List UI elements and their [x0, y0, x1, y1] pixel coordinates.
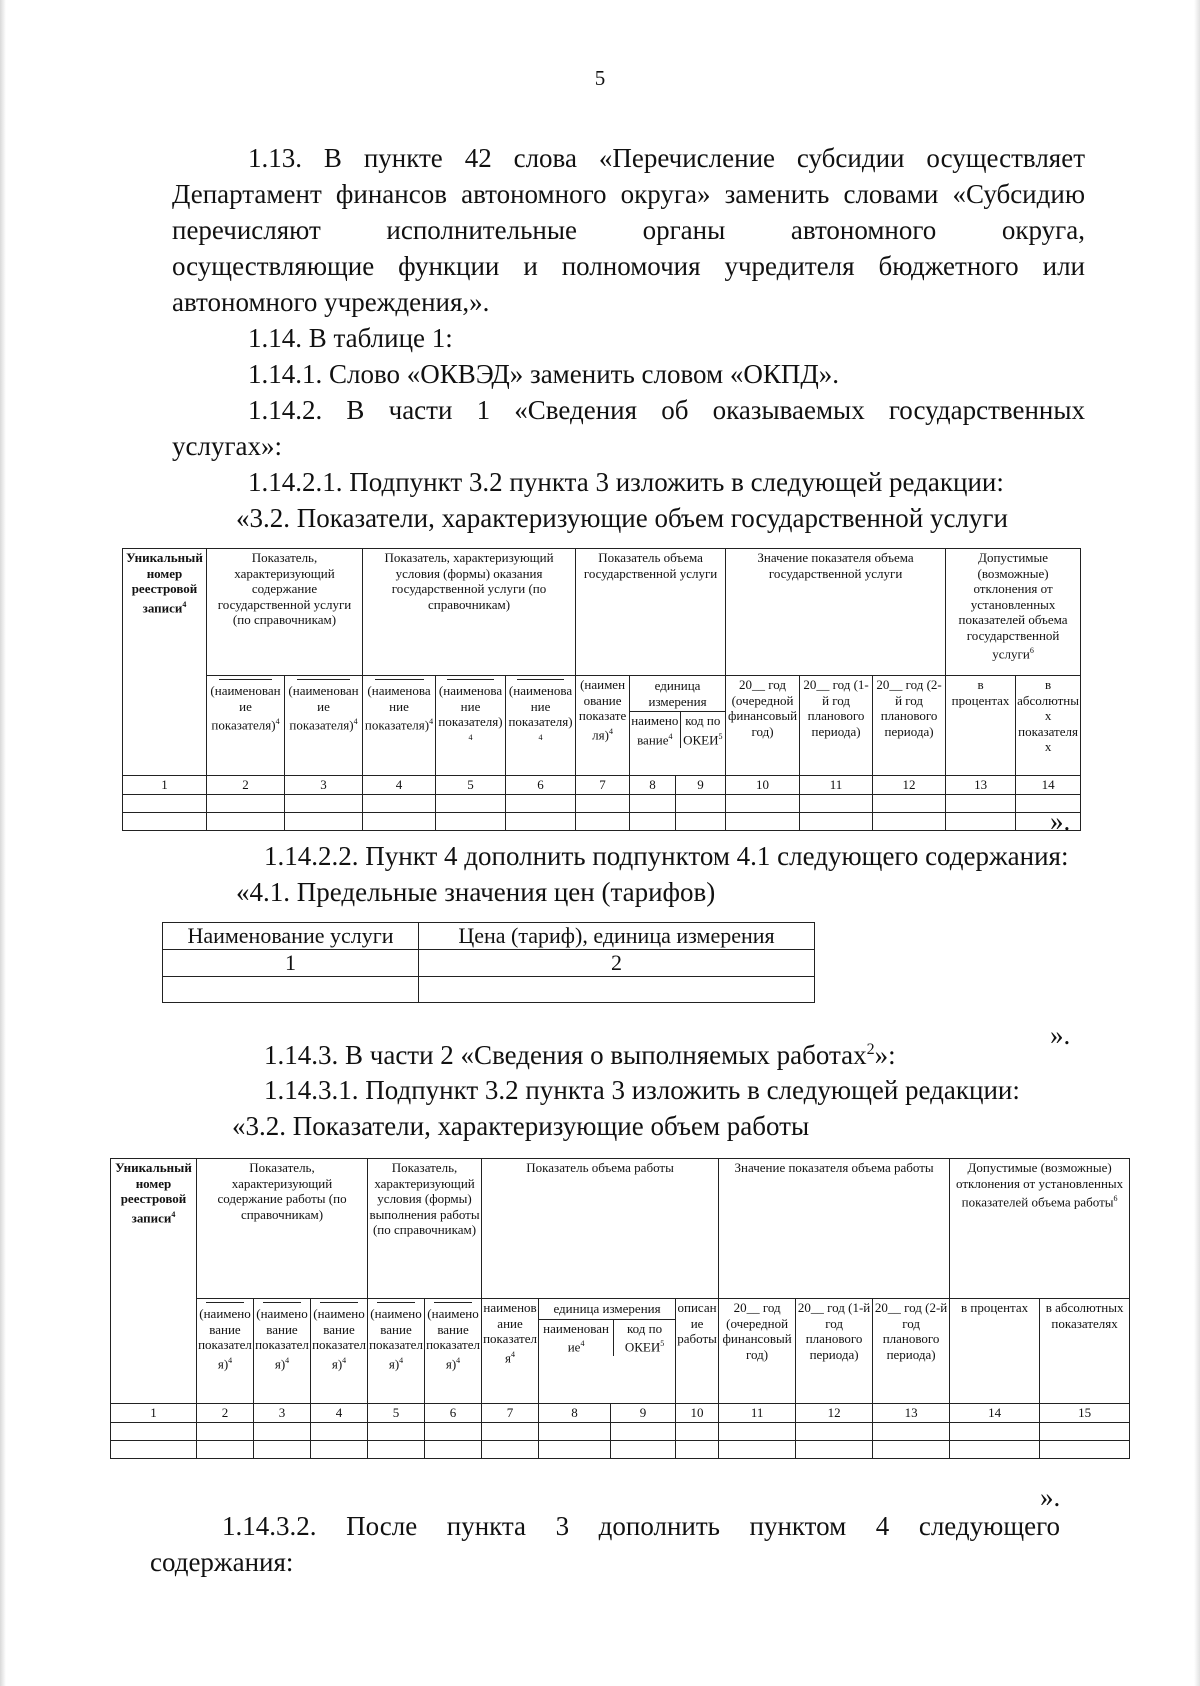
t3-sub-name-1: (наименование показателя)$^4$	[197, 1299, 254, 1404]
t3-col-num: 7	[482, 1404, 539, 1423]
t1-col-num: 7	[576, 776, 630, 795]
para-1-14-2-1: 1.14.2.1. Подпункт 3.2 пункта 3 изложить в следующей редакции:	[248, 467, 1004, 497]
para-3-2-work-title: «3.2. Показатели, характеризующие объем работы	[232, 1111, 810, 1141]
scan-edge-left	[0, 0, 6, 1686]
t1-sub-year-2: 20__ год (2-й год планового периода)	[873, 676, 946, 776]
t3-col-num: 8	[539, 1404, 611, 1423]
t1-header-value: Значение показателя объема государственной услуги	[726, 549, 946, 676]
para-1-13-line3: перечисляют исполнительные органы автономного округа,	[172, 215, 1085, 245]
para-1-14-2-2: 1.14.2.2. Пункт 4 дополнить подпунктом 4.1 следующего содержания:	[264, 841, 1069, 871]
t1-col-num: 2	[207, 776, 285, 795]
t1-empty-row	[123, 794, 1081, 812]
t1-col-num: 10	[726, 776, 800, 795]
para-1-13-line5: автономного учреждения,».	[172, 287, 490, 317]
para-1-13-line4: осуществляющие функции и полномочия учредителя бюджетного или	[172, 251, 1085, 281]
t2-col-num: 1	[163, 950, 419, 977]
work-volume-table	[110, 1158, 1130, 1459]
t3-col-num: 4	[311, 1404, 368, 1423]
t1-sub-name-2: (наименование показателя)$^4$	[285, 676, 363, 776]
para-1-13-line2: Департамент финансов автономного округа» заменить словами «Субсидию	[172, 179, 1085, 209]
t1-header-content: Показатель, характеризующий содержание государственной услуги (по справочникам)	[207, 549, 363, 676]
t3-col-num: 5	[368, 1404, 425, 1423]
t3-col-num: 11	[719, 1404, 796, 1423]
t1-sub-name-3: (наименование показателя)$^4$	[363, 676, 436, 776]
t1-col-num: 6	[506, 776, 576, 795]
t1-sub-name-5: (наименование показателя)$^4$	[506, 676, 576, 776]
t1-sub-name-1: (наименование показателя)$^4$	[207, 676, 285, 776]
t3-sub-year-1: 20__ год (1-й год планового периода)	[796, 1299, 873, 1404]
t3-col-num: 3	[254, 1404, 311, 1423]
t1-sub-name-4: (наименование показателя)$^4$	[436, 676, 506, 776]
para-3-2-title: «3.2. Показатели, характеризующие объем государственной услуги	[236, 503, 1008, 533]
t1-col-num: 11	[800, 776, 873, 795]
t3-sub-year-2: 20__ год (2-й год планового периода)	[873, 1299, 950, 1404]
t1-sub-unit-label: единица измерения	[630, 676, 725, 712]
para-1-14-2-line1: 1.14.2. В части 1 «Сведения об оказываемых государственных	[248, 395, 1085, 425]
para-1-14-3-2-line1: 1.14.3.2. После пункта 3 дополнить пунктом 4 следующего	[222, 1511, 1060, 1541]
t3-empty-row	[111, 1422, 1130, 1440]
t1-col-num: 13	[946, 776, 1016, 795]
t1-col-num: 14	[1016, 776, 1081, 795]
para-1-14-1: 1.14.1. Слово «ОКВЭД» заменить словом «ОКПД».	[248, 359, 840, 389]
t3-sub-indicator-name: наименование показателя$^4$	[482, 1299, 539, 1404]
t1-sub-indicator-name: (наименование показателя)$^4$	[576, 676, 630, 776]
t3-sub-name-4: (наименование показателя)$^4$	[368, 1299, 425, 1404]
t3-sub-unit-name: наименование$^4$	[539, 1320, 614, 1356]
t3-col-num: 9	[611, 1404, 676, 1423]
t3-sub-name-3: (наименование показателя)$^4$	[311, 1299, 368, 1404]
t3-header-content: Показатель, характеризующий содержание работы (по справочникам)	[197, 1159, 368, 1299]
t1-col-num: 3	[285, 776, 363, 795]
t3-col-num: 13	[873, 1404, 950, 1423]
closing-quote-2: ».	[1050, 1020, 1071, 1050]
closing-quote-1: ».	[1050, 806, 1071, 836]
para-1-14-3-2-line2: содержания:	[150, 1547, 294, 1577]
t1-sub-absolute: в абсолютных показателях	[1016, 676, 1081, 776]
t1-sub-percent: в процентах	[946, 676, 1016, 776]
t3-header-volume: Показатель объема работы	[482, 1159, 719, 1299]
closing-quote-3: ».	[1040, 1482, 1061, 1512]
t3-col-num: 12	[796, 1404, 873, 1423]
t3-col-num: 10	[676, 1404, 719, 1423]
t1-col-num: 8	[630, 776, 676, 795]
t1-header-deviations: Допустимые (возможные) отклонения от установленных показателей объема государственной услуги$^6$	[946, 549, 1081, 676]
t1-sub-okei: код по ОКЕИ$^5$	[683, 713, 723, 747]
t3-header-value: Значение показателя объема работы	[719, 1159, 950, 1299]
para-1-14-3: 1.14.3. В части 2 «Сведения о выполняемых работах$^2$»:	[264, 1040, 896, 1070]
t3-col-num: 14	[950, 1404, 1040, 1423]
t1-header-volume: Показатель объема государственной услуги	[576, 549, 726, 676]
t1-col-num: 5	[436, 776, 506, 795]
t1-sub-unit	[630, 676, 726, 776]
t1-col-num: 9	[676, 776, 726, 795]
t3-col-num: 1	[111, 1404, 197, 1423]
t3-sub-okei: код по ОКЕИ$^5$	[624, 1320, 665, 1355]
t3-empty-row	[111, 1440, 1130, 1458]
t3-sub-percent: в процентах	[950, 1299, 1040, 1404]
t1-empty-row	[123, 812, 1081, 830]
scan-edge-right	[1194, 0, 1200, 1686]
t3-sub-unit	[539, 1299, 676, 1404]
t2-col-num: 2	[419, 950, 815, 977]
t1-col-num: 12	[873, 776, 946, 795]
t3-sub-name-2: (наименование показателя)$^4$	[254, 1299, 311, 1404]
service-volume-table	[122, 548, 1081, 831]
para-1-14-3-1: 1.14.3.1. Подпункт 3.2 пункта 3 изложить в следующей редакции:	[264, 1075, 1020, 1105]
t3-sub-description: описание работы	[676, 1299, 719, 1404]
t3-header-unique-number: Уникальный номер реестровой записи$^4$	[111, 1159, 197, 1404]
para-1-14-2-line2: услугах»:	[172, 431, 283, 461]
t3-sub-unit-label: единица измерения	[539, 1299, 675, 1320]
para-4-1-title: «4.1. Предельные значения цен (тарифов)	[236, 877, 716, 907]
t3-col-num: 2	[197, 1404, 254, 1423]
t2-empty-row	[163, 977, 815, 1003]
t3-sub-name-5: (наименование показателя)$^4$	[425, 1299, 482, 1404]
t1-header-unique-number: Уникальный номер реестровой записи$^4$	[123, 549, 207, 776]
t1-col-num: 1	[123, 776, 207, 795]
para-1-14: 1.14. В таблице 1:	[248, 323, 453, 353]
page-number: 5	[594, 66, 606, 90]
t3-col-num: 6	[425, 1404, 482, 1423]
t2-header-price: Цена (тариф), единица измерения	[419, 923, 815, 950]
t3-sub-absolute: в абсолютных показателях	[1040, 1299, 1130, 1404]
t2-header-service: Наименование услуги	[163, 923, 419, 950]
price-table	[162, 922, 815, 1003]
t3-sub-year-0: 20__ год (очередной финансовый год)	[719, 1299, 796, 1404]
t1-header-conditions: Показатель, характеризующий условия (формы) оказания государственной услуги (по справочникам)	[363, 549, 576, 676]
t3-header-conditions: Показатель, характеризующий условия (формы) выполнения работы (по справочникам)	[368, 1159, 482, 1299]
t1-sub-year-0: 20__ год (очередной финансовый год)	[726, 676, 800, 776]
para-1-13-line1: 1.13. В пункте 42 слова «Перечисление субсидии осуществляет	[248, 143, 1085, 173]
t1-col-num: 4	[363, 776, 436, 795]
t1-sub-year-1: 20__ год (1-й год планового периода)	[800, 676, 873, 776]
t1-sub-unit-name: наименование$^4$	[630, 712, 681, 748]
t3-header-deviations: Допустимые (возможные) отклонения от установленных показателей объема работы$^6$	[950, 1159, 1130, 1299]
t3-col-num: 15	[1040, 1404, 1130, 1423]
